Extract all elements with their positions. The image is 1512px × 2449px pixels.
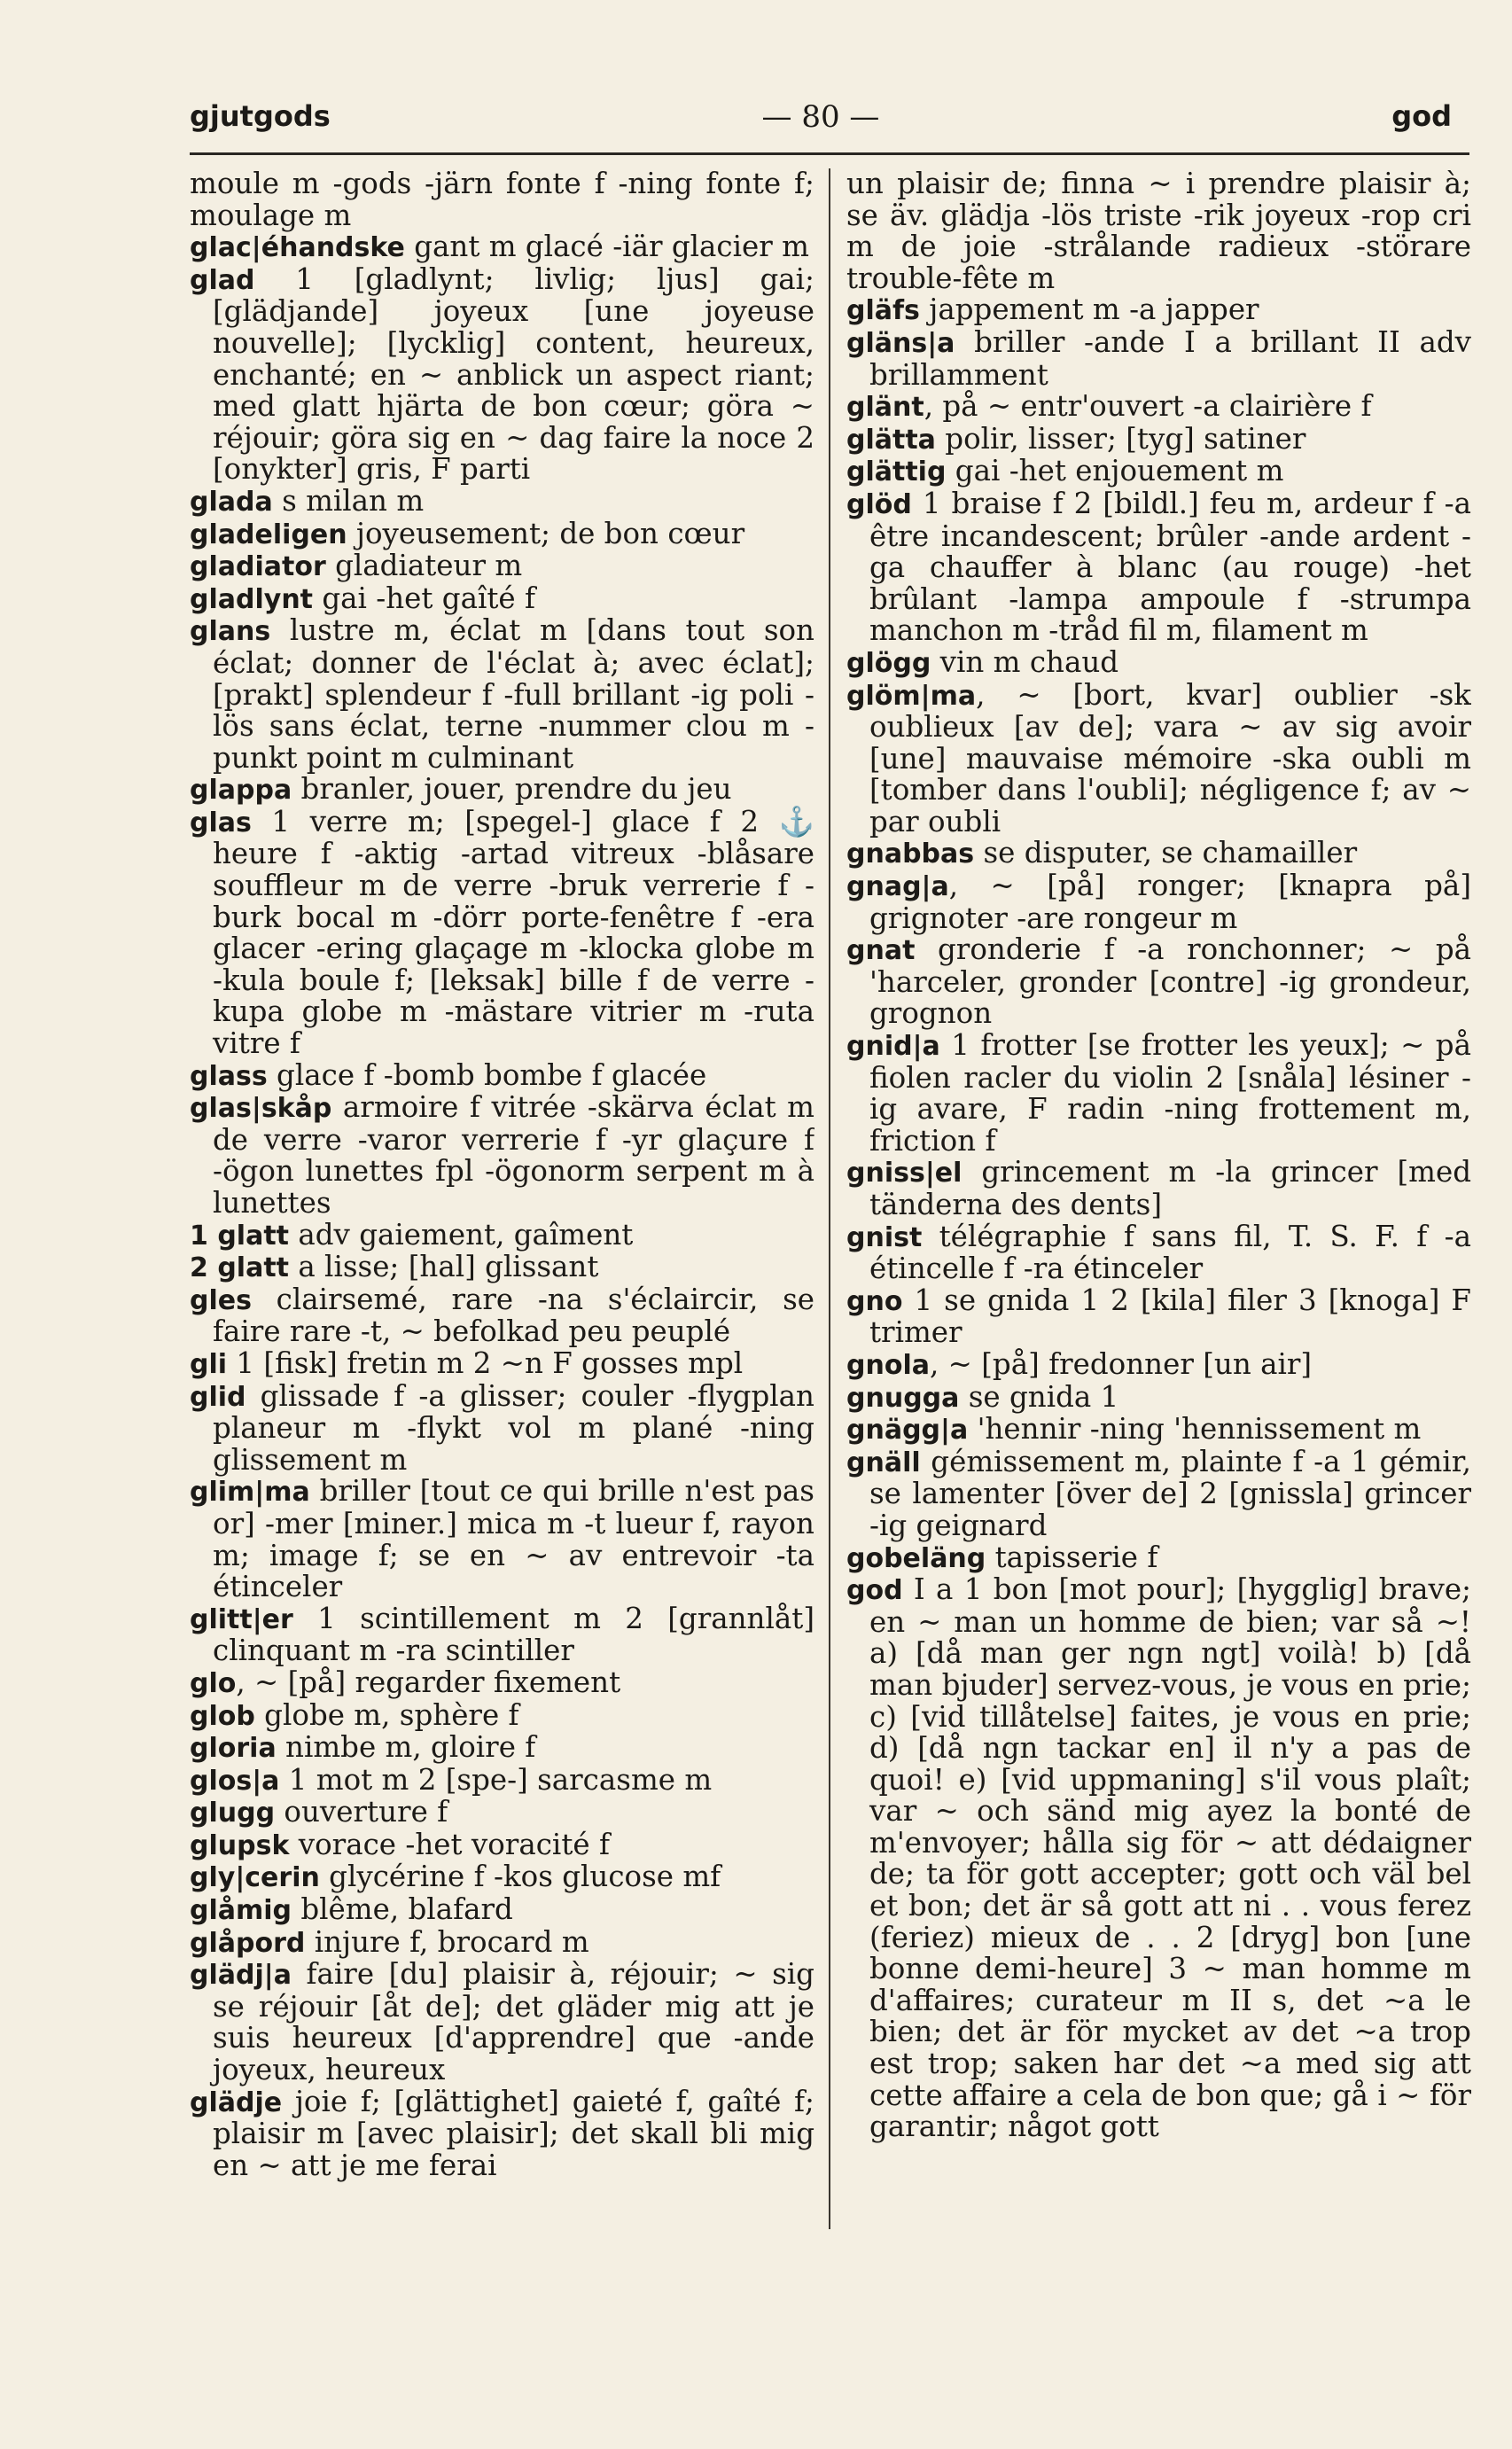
entry-headword: gnola <box>846 1349 930 1381</box>
dictionary-entry <box>846 677 1471 838</box>
dictionary-entry <box>190 1217 814 1252</box>
dictionary-entry <box>846 1414 1471 1447</box>
entry-definition: , ~ [på] ronger; [knapra på] grignoter -are rongeur m <box>869 869 1471 935</box>
entry-headword: gnist <box>846 1221 923 1253</box>
entry-definition: gémissement m, plainte f -a 1 gémir, se lamenter [över de] 2 [gnissla] grincer -ig geignard <box>869 1444 1471 1542</box>
entry-definition: , ~ [på] fredonner [un air] <box>929 1346 1313 1381</box>
entry-headword: glob <box>190 1700 255 1732</box>
entry-headword: gles <box>190 1284 252 1316</box>
dictionary-entry <box>846 488 1471 647</box>
header-rule <box>190 152 1469 155</box>
dictionary-entry <box>190 516 814 551</box>
entry-definition: 1 frotter [se frotter les yeux]; ~ på fiolen racler du violin 2 [snåla] lésiner -ig avare, F radin -ning frottement m, friction f <box>869 1028 1471 1158</box>
entry-headword: gnäll <box>846 1447 921 1478</box>
entry-headword: glans <box>190 616 271 648</box>
entry-definition: jappement m -a japper <box>919 292 1259 327</box>
entry-headword: glöd <box>846 488 912 520</box>
dictionary-entry <box>846 324 1471 392</box>
entry-headword: glögg <box>846 647 931 679</box>
entry-definition: gai -het gaîté f <box>313 581 536 615</box>
dictionary-entry <box>190 168 814 231</box>
entry-headword: glugg <box>190 1798 276 1829</box>
entry-headword: gläfs <box>846 295 920 327</box>
dictionary-entry <box>190 1762 814 1798</box>
entry-headword: gläns|a <box>846 327 955 359</box>
entry-definition: branler, jouer, prendre du jeu <box>292 772 732 807</box>
dictionary-entry <box>190 1284 814 1348</box>
dictionary-entry <box>190 1924 814 1960</box>
entry-headword: glätta <box>846 424 936 456</box>
dictionary-entry <box>190 1894 814 1927</box>
entry-headword: gnat <box>846 935 916 967</box>
dictionary-entry <box>190 1732 814 1765</box>
entry-definition: armoire f vitrée -skärva éclat m de verre -varor verrerie f -yr glaçure f -ögon lunettes fpl -ögonorm serpent m à lunettes <box>213 1090 814 1220</box>
entry-headword: gno <box>846 1285 903 1317</box>
dictionary-entry <box>846 1542 1471 1575</box>
entry-headword: glöm|ma <box>846 680 977 712</box>
entry-headword: glättig <box>846 456 947 488</box>
dictionary-entry <box>190 1959 814 2086</box>
entry-definition: 1 se gnida 1 2 [kila] filer 3 [knoga] F trimer <box>869 1283 1471 1350</box>
dictionary-entry <box>846 391 1471 424</box>
entry-definition: briller [tout ce qui brille n'est pas or] -mer [miner.] mica m -t lueur f, rayon m; image f; se en ~ av entrevoir -ta étinceler <box>213 1474 814 1604</box>
entry-headword: gniss|el <box>846 1158 963 1189</box>
entry-headword: gladiator <box>190 551 326 583</box>
entry-headword: gnid|a <box>846 1031 940 1063</box>
entry-headword: glad <box>190 264 255 296</box>
entry-headword: glupsk <box>190 1829 290 1861</box>
dictionary-entry <box>190 1252 814 1284</box>
entry-definition: joyeusement; de bon cœur <box>347 516 745 550</box>
entry-headword: glos|a <box>190 1765 280 1797</box>
entry-headword: glas <box>190 807 252 838</box>
dictionary-entry <box>846 168 1471 294</box>
dictionary-entry <box>190 1603 814 1667</box>
entry-definition: vin m chaud <box>931 644 1119 679</box>
dictionary-entry <box>846 644 1471 680</box>
dictionary-entry <box>190 774 814 807</box>
entry-definition: 1 [gladlynt; livlig; ljus] gai; [glädjande] joyeux [une joyeuse nouvelle]; [lycklig] content, heureux, enchanté; en ~ anblick un aspect riant; med glatt hjärta de bon cœur; göra ~ réjouir; göra sig en ~ dag faire la noce 2 [onykter] gris, F parti <box>213 261 814 487</box>
dictionary-entry <box>846 1285 1471 1349</box>
entry-definition: 1 braise f 2 [bildl.] feu m, ardeur f -a être incandescent; brûler -ande ardent -ga chauffer à blanc (au rouge) -het brûlant -lampa ampoule f -strumpa manchon m -tråd fil m, filament m <box>869 486 1471 648</box>
running-head-first-word: gjutgods <box>190 99 331 133</box>
entry-definition: , på ~ entr'ouvert -a clairière f <box>924 389 1372 424</box>
entry-definition: ouverture f <box>275 1795 448 1829</box>
entry-definition: , ~ [bort, kvar] oublier -sk oublieux [av de]; vara ~ av sig avoir [une] mauvaise mémoire -ska oubli m [tomber dans l'oubli]; négligence f; av ~ par oubli <box>869 677 1471 838</box>
entry-definition: se gnida 1 <box>959 1379 1119 1414</box>
entry-definition: briller -ande I a brillant II adv brillamment <box>869 324 1471 392</box>
entry-definition: polir, lisser; [tyg] satiner <box>935 421 1306 456</box>
dictionary-entry <box>190 1829 814 1862</box>
dictionary-entry <box>190 2086 814 2182</box>
entry-definition: lustre m, éclat m [dans tout son éclat; donner de l'éclat à; avec éclat]; [prakt] splendeur f -full brillant -ig poli -lös sans éclat, terne -nummer clou m -punkt point m culminant <box>213 613 814 775</box>
entry-headword: glass <box>190 1060 268 1092</box>
dictionary-entry <box>190 1667 814 1700</box>
entry-headword: glada <box>190 486 273 518</box>
entry-definition: , ~ [på] regarder fixement <box>236 1665 621 1699</box>
entry-definition: glace f -bomb bombe f glacée <box>267 1057 707 1092</box>
dictionary-entry <box>846 1574 1471 2143</box>
dictionary-entry <box>190 615 814 774</box>
dictionary-entry <box>846 1157 1471 1221</box>
entry-definition: gronderie f -a ronchonner; ~ på 'harceler, gronder [contre] -ig grondeur, grognon <box>869 932 1471 1031</box>
right-column <box>846 168 1471 2234</box>
entry-definition: gai -het enjouement m <box>946 454 1284 488</box>
entry-definition: glissade f -a glisser; couler -flygplan planeur m -flykt vol m plané -ning glissement m <box>213 1378 814 1477</box>
dictionary-entry <box>190 1797 814 1829</box>
entry-definition: s milan m <box>272 483 425 518</box>
entry-headword: gladeligen <box>190 519 347 550</box>
entry-headword: gli <box>190 1348 228 1380</box>
page-header <box>190 99 1452 152</box>
entry-headword: glas|skåp <box>190 1093 332 1125</box>
entry-definition: 1 verre m; [spegel-] glace f 2 ⚓ heure f -aktig -artad vitreux -blåsare souffleur m de verre -bruk verrerie f -burk bocal m -dörr porte-fenêtre f -era glacer -ering glaçage m -klocka globe m -kula boule f; [leksak] bille f de verre -kupa globe m -mästare vitrier m -ruta vitre f <box>213 804 814 1061</box>
entry-definition: se disputer, se chamailler <box>974 836 1358 870</box>
entry-definition: adv gaiement, gaîment <box>289 1217 634 1252</box>
dictionary-entry <box>190 1057 814 1093</box>
entry-headword: god <box>846 1575 903 1607</box>
dictionary-entry <box>846 456 1471 488</box>
entry-definition: 1 [fisk] fretin m 2 ~n F gosses mpl <box>227 1345 744 1380</box>
entry-definition: tapisserie f <box>986 1540 1158 1574</box>
entry-headword: glänt <box>846 392 924 424</box>
entry-headword: glac|éhandske <box>190 232 405 264</box>
dictionary-entry <box>846 1346 1471 1382</box>
entry-definition: faire [du] plaisir à, réjouir; ~ sig se réjouir [åt de]; det gläder mig att je suis heureux [d'apprendre] que -ande joyeux, heureux <box>213 1957 814 2087</box>
entry-definition: gladiateur m <box>325 549 523 583</box>
page-number: — 80 — <box>761 99 880 135</box>
entry-definition: 'hennir -ning 'hennissement m <box>968 1412 1422 1447</box>
entry-definition: télégraphie f sans fil, T. S. F. f -a étincelle f -ra étinceler <box>869 1219 1471 1286</box>
dictionary-entry <box>190 483 814 519</box>
entry-headword: gnabbas <box>846 838 975 870</box>
dictionary-entry <box>190 261 814 487</box>
dictionary-entry <box>846 934 1471 1030</box>
entry-headword: glo <box>190 1667 237 1699</box>
left-column <box>190 168 814 2234</box>
dictionary-entry <box>190 1092 814 1219</box>
entry-headword: glåmig <box>190 1895 292 1927</box>
entry-definition: a lisse; [hal] glissant <box>289 1250 599 1284</box>
column-divider <box>829 168 830 2229</box>
dictionary-entry <box>846 421 1471 456</box>
dictionary-entry <box>190 1345 814 1381</box>
dictionary-entry <box>190 583 814 616</box>
entry-headword: gnag|a <box>846 871 949 903</box>
dictionary-entry <box>190 550 814 583</box>
entry-headword: gladlynt <box>190 583 314 615</box>
entry-headword: 2 glatt <box>190 1252 290 1284</box>
entry-headword: glädj|a <box>190 1960 292 1992</box>
entry-headword: glitt|er <box>190 1603 293 1635</box>
entry-definition: joie f; [glättighet] gaieté f, gaîté f; plaisir m [avec plaisir]; det skall bli mig en ~ att je me ferai <box>213 2084 814 2182</box>
entry-headword: gly|cerin <box>190 1862 320 1894</box>
entry-definition: globe m, sphère f <box>254 1697 519 1732</box>
dictionary-entry <box>846 838 1471 870</box>
entry-definition: glycérine f -kos glucose mf <box>319 1860 721 1894</box>
entry-definition: moule m -gods -järn fonte f -ning fonte f; moulage m <box>190 168 814 232</box>
entry-headword: gnugga <box>846 1382 960 1414</box>
entry-definition: injure f, brocard m <box>305 1924 589 1959</box>
running-head-last-word: god <box>1391 99 1452 133</box>
dictionary-entry <box>846 1221 1471 1285</box>
entry-definition: 1 mot m 2 [spe-] sarcasme m <box>279 1762 713 1797</box>
entry-definition: nimbe m, gloire f <box>276 1730 536 1765</box>
entry-definition: gant m glacé -iär glacier m <box>404 230 809 264</box>
entry-definition: clairsemé, rare -na s'éclaircir, se faire rare -t, ~ befolkad peu peuplé <box>213 1282 814 1349</box>
entry-definition: 1 scintillement m 2 [grannlåt] clinquant m -ra scintiller <box>213 1601 814 1668</box>
entry-definition: grincement m -la grincer [med tänderna des dents] <box>869 1155 1471 1221</box>
dictionary-entry <box>846 1379 1471 1415</box>
entry-definition: I a 1 bon [mot pour]; [hygglig] brave; en ~ man un homme de bien; var så ~! a) [då man ger ngn ngt] voilà! b) [då man bjuder] servez-vous, je vous en prie; c) [vid tillåtelse] faites, je vous en prie; d) [då ngn tackar en] il n'y a pas de quoi! e) [vid uppmaning] s'il vous plaît; var ~ och sänd mig ayez la bonté de m'envoyer; hålla sig för ~ att dédaigner de; ta för gott accepter; gott och väl bel et bon; det är så gott att ni . . vous ferez (feriez) mieux de . . 2 [dryg] bon [une bonne demi-heure] 3 ~ man homme m d'affaires; curateur m II s, det ~a le bien; det är för mycket av det ~a trop est trop; saken har det ~a med sig att cette affaire a cela de bon que; gå i ~ för garantir; något gott <box>869 1572 1471 2144</box>
dictionary-entry <box>190 1378 814 1477</box>
entry-headword: gloria <box>190 1733 277 1765</box>
entry-headword: glim|ma <box>190 1477 310 1509</box>
dictionary-entry <box>846 870 1471 934</box>
dictionary-entry <box>190 1861 814 1894</box>
entry-headword: glåpord <box>190 1927 306 1959</box>
dictionary-entry <box>190 231 814 264</box>
entry-headword: glappa <box>190 775 292 807</box>
dictionary-entry <box>846 1444 1471 1542</box>
dictionary-entry <box>846 1030 1471 1157</box>
entry-headword: 1 glatt <box>190 1220 290 1252</box>
dictionary-entry <box>846 294 1471 327</box>
dictionary-entry <box>190 804 814 1061</box>
entry-definition: blême, blafard <box>292 1892 513 1927</box>
entry-definition: vorace -het voracité f <box>289 1827 610 1861</box>
entry-headword: gobeläng <box>846 1542 986 1574</box>
entry-headword: gnägg|a <box>846 1415 969 1447</box>
dictionary-entry <box>190 1476 814 1603</box>
entry-headword: glid <box>190 1381 246 1413</box>
dictionary-entry <box>190 1697 814 1733</box>
entry-definition: un plaisir de; finna ~ i prendre plaisir à; se äv. glädja -lös triste -rik joyeux -rop cri m de joie -strålande radieux -störare trouble-fête m <box>846 168 1471 295</box>
entry-headword: glädje <box>190 2086 283 2118</box>
